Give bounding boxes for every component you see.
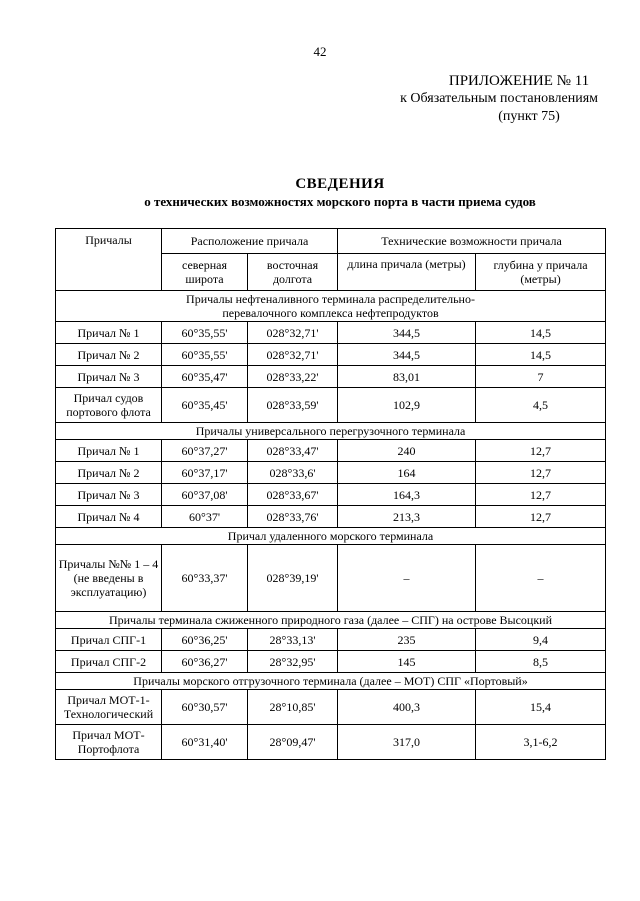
table-row	[56, 344, 606, 366]
header-tech: Технические возможности причала	[338, 229, 606, 254]
header-lon: восточная долгота	[248, 254, 338, 291]
cell-latitude: 60°35,45'	[162, 388, 248, 423]
cell-depth: –	[476, 545, 606, 612]
appendix-title: ПРИЛОЖЕНИЕ № 11	[448, 73, 590, 89]
cell-depth: 15,4	[476, 690, 606, 725]
cell-berth: Причал СПГ-2	[56, 651, 162, 673]
cell-longitude: 028°32,71'	[248, 322, 338, 344]
berths-table	[55, 228, 606, 760]
section-row	[56, 528, 606, 545]
cell-berth: Причал № 1	[56, 440, 162, 462]
cell-latitude: 60°31,40'	[162, 725, 248, 760]
cell-length: 83,01	[338, 366, 476, 388]
cell-depth: 14,5	[476, 344, 606, 366]
cell-depth: 12,7	[476, 484, 606, 506]
cell-depth: 8,5	[476, 651, 606, 673]
document-subtitle: о технических возможностях морского порта в части приема судов	[144, 194, 536, 209]
cell-depth: 12,7	[476, 506, 606, 528]
table-row	[56, 545, 606, 612]
section-row	[56, 423, 606, 440]
section-title: Причалы универсального перегрузочного терминала	[56, 423, 606, 440]
cell-longitude: 28°10,85'	[248, 690, 338, 725]
cell-longitude: 028°33,76'	[248, 506, 338, 528]
table-row	[56, 322, 606, 344]
cell-latitude: 60°35,55'	[162, 322, 248, 344]
section-row	[56, 291, 606, 322]
cell-length: 213,3	[338, 506, 476, 528]
cell-longitude: 028°33,47'	[248, 440, 338, 462]
cell-berth: Причал МОТ-Портофлота	[56, 725, 162, 760]
table-row	[56, 388, 606, 423]
cell-longitude: 028°32,71'	[248, 344, 338, 366]
section-title: Причалы нефтеналивного терминала распределительно-перевалочного комплекса нефтепродуктов	[56, 291, 606, 322]
cell-depth: 3,1-6,2	[476, 725, 606, 760]
table-row	[56, 506, 606, 528]
cell-latitude: 60°36,25'	[162, 629, 248, 651]
cell-berth: Причал № 1	[56, 322, 162, 344]
header-length: длина причала (метры)	[338, 254, 476, 291]
table-row	[56, 629, 606, 651]
cell-length: 145	[338, 651, 476, 673]
cell-length: 164	[338, 462, 476, 484]
cell-latitude: 60°37,27'	[162, 440, 248, 462]
cell-longitude: 028°33,22'	[248, 366, 338, 388]
cell-longitude: 28°32,95'	[248, 651, 338, 673]
cell-depth: 12,7	[476, 440, 606, 462]
cell-depth: 9,4	[476, 629, 606, 651]
cell-longitude: 028°39,19'	[248, 545, 338, 612]
cell-latitude: 60°37'	[162, 506, 248, 528]
table-row	[56, 462, 606, 484]
cell-length: 344,5	[338, 344, 476, 366]
appendix-reference: к Обязательным постановлениям	[400, 91, 598, 106]
cell-length: 400,3	[338, 690, 476, 725]
section-title: Причал удаленного морского терминала	[56, 528, 606, 545]
table-row	[56, 690, 606, 725]
cell-berth: Причал судов портового флота	[56, 388, 162, 423]
appendix-clause: (пункт 75)	[498, 109, 560, 124]
cell-length: 102,9	[338, 388, 476, 423]
section-row	[56, 612, 606, 629]
cell-latitude: 60°37,08'	[162, 484, 248, 506]
cell-longitude: 28°33,13'	[248, 629, 338, 651]
cell-berth: Причалы №№ 1 – 4 (не введены в эксплуатацию)	[56, 545, 162, 612]
cell-length: 235	[338, 629, 476, 651]
cell-latitude: 60°35,55'	[162, 344, 248, 366]
section-row	[56, 673, 606, 690]
cell-latitude: 60°30,57'	[162, 690, 248, 725]
cell-depth: 12,7	[476, 462, 606, 484]
cell-length: 164,3	[338, 484, 476, 506]
cell-depth: 4,5	[476, 388, 606, 423]
cell-longitude: 028°33,67'	[248, 484, 338, 506]
table-row	[56, 366, 606, 388]
cell-longitude: 28°09,47'	[248, 725, 338, 760]
cell-depth: 14,5	[476, 322, 606, 344]
header-berths: Причалы	[56, 229, 162, 291]
cell-berth: Причал № 4	[56, 506, 162, 528]
appendix-block	[400, 72, 598, 126]
header-lat: северная широта	[162, 254, 248, 291]
section-title: Причалы терминала сжиженного природного газа (далее – СПГ) на острове Высоцкий	[56, 612, 606, 629]
cell-latitude: 60°36,27'	[162, 651, 248, 673]
section-title: Причалы морского отгрузочного терминала (далее – МОТ) СПГ «Портовый»	[56, 673, 606, 690]
header-depth: глубина у причала (метры)	[476, 254, 606, 291]
cell-longitude: 028°33,6'	[248, 462, 338, 484]
table-row	[56, 651, 606, 673]
page-number: 42	[313, 44, 327, 59]
table-row	[56, 725, 606, 760]
cell-latitude: 60°35,47'	[162, 366, 248, 388]
cell-length: 240	[338, 440, 476, 462]
cell-berth: Причал № 3	[56, 484, 162, 506]
cell-latitude: 60°37,17'	[162, 462, 248, 484]
cell-berth: Причал МОТ-1-Технологический	[56, 690, 162, 725]
cell-length: 344,5	[338, 322, 476, 344]
cell-berth: Причал № 3	[56, 366, 162, 388]
cell-length: –	[338, 545, 476, 612]
header-location: Расположение причала	[162, 229, 338, 254]
cell-latitude: 60°33,37'	[162, 545, 248, 612]
cell-berth: Причал № 2	[56, 344, 162, 366]
document-title: СВЕДЕНИЯ	[295, 176, 385, 192]
cell-longitude: 028°33,59'	[248, 388, 338, 423]
table-row	[56, 484, 606, 506]
header-row	[56, 229, 606, 254]
table-row	[56, 440, 606, 462]
cell-berth: Причал СПГ-1	[56, 629, 162, 651]
cell-length: 317,0	[338, 725, 476, 760]
cell-berth: Причал № 2	[56, 462, 162, 484]
cell-depth: 7	[476, 366, 606, 388]
